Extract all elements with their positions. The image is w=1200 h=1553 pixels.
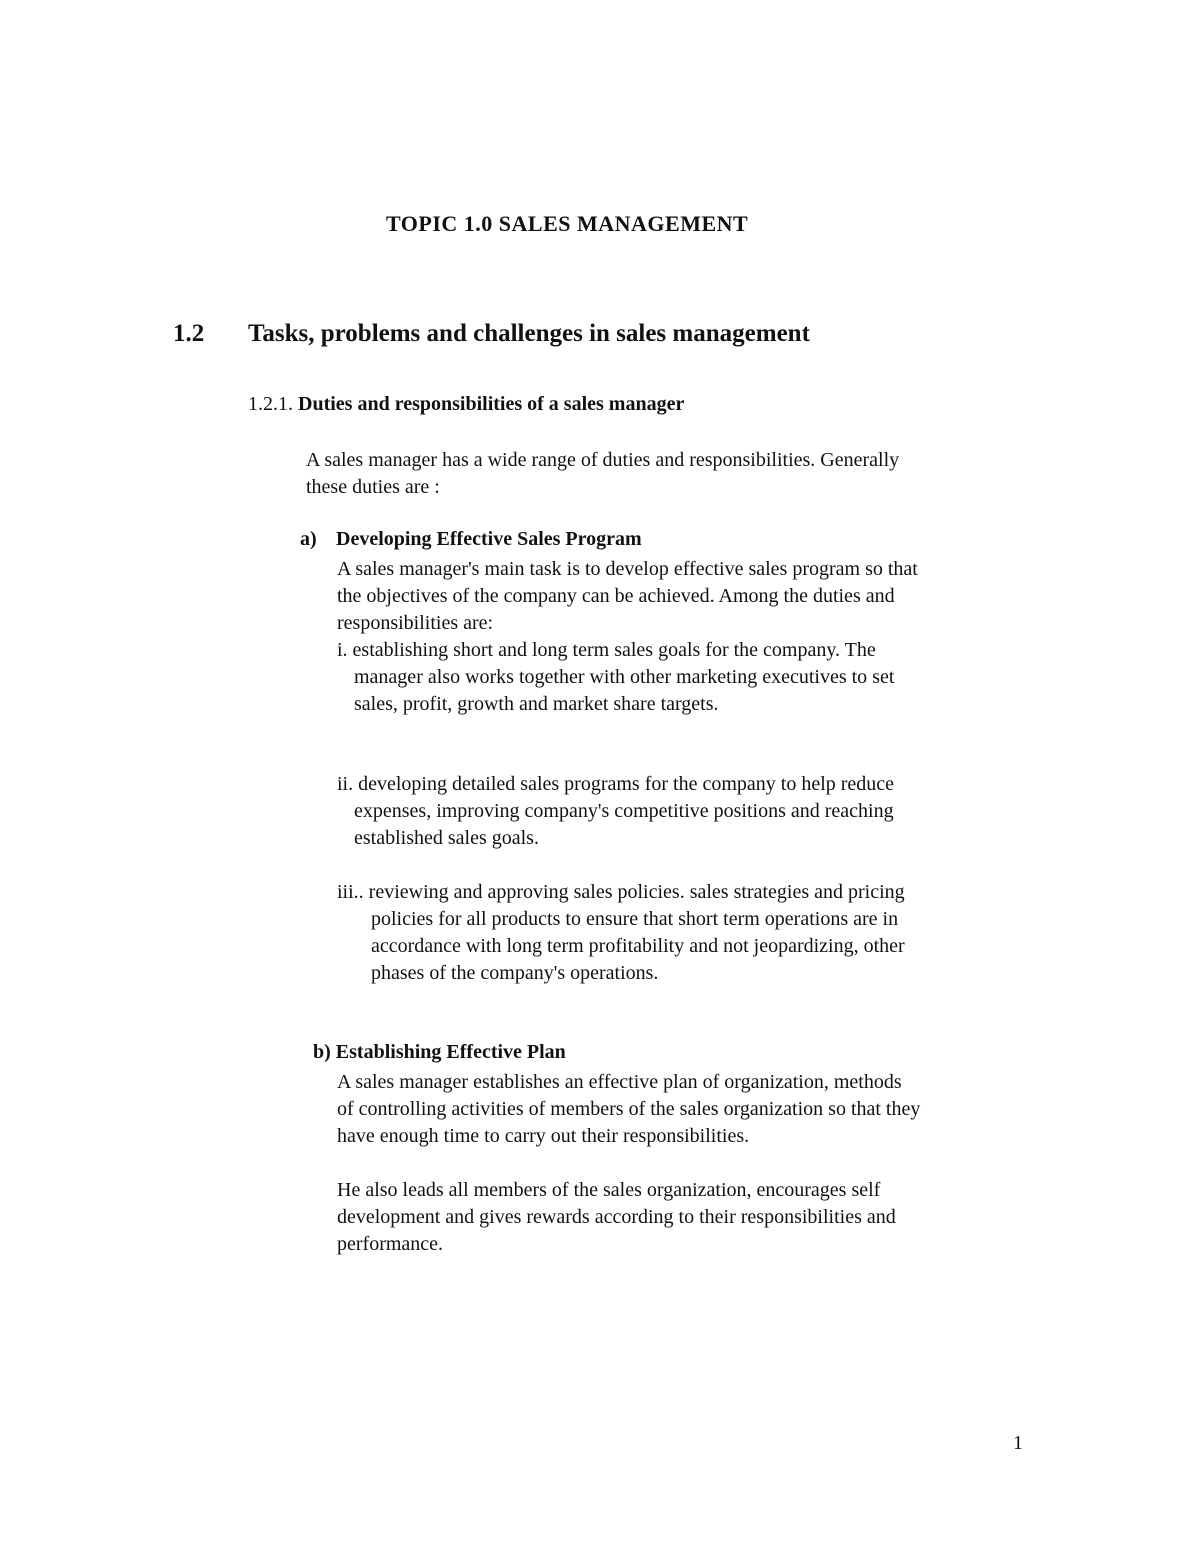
item-b-line: performance. bbox=[337, 1233, 444, 1255]
point-i-first-line: i. establishing short and long term sales goals for the company. The bbox=[337, 639, 876, 661]
page-number: 1 bbox=[1013, 1432, 1023, 1454]
item-a-line: the objectives of the company can be achieved. Among the duties and bbox=[337, 585, 895, 607]
item-a-line: A sales manager's main task is to develop effective sales program so that bbox=[337, 558, 918, 580]
item-a-body bbox=[337, 556, 1037, 637]
item-a-line: responsibilities are: bbox=[337, 612, 494, 634]
item-b-label: b) bbox=[313, 1041, 331, 1063]
point-i-line: sales, profit, growth and market share targets. bbox=[354, 693, 719, 715]
topic-title: TOPIC 1.0 SALES MANAGEMENT bbox=[386, 211, 749, 236]
point-iii-line: phases of the company's operations. bbox=[371, 962, 659, 984]
point-i-line: manager also works together with other marketing executives to set bbox=[354, 666, 895, 688]
point-iii-line: policies for all products to ensure that short term operations are in bbox=[371, 908, 899, 930]
item-b-paragraph-1 bbox=[337, 1069, 1037, 1150]
item-b-heading bbox=[313, 1041, 566, 1064]
point-iii-continuation bbox=[371, 906, 905, 987]
intro-paragraph bbox=[306, 447, 1026, 501]
section-number: 1.2 bbox=[173, 320, 205, 347]
point-iii-line: accordance with long term profitability and not jeopardizing, other bbox=[371, 935, 905, 957]
point-iii-first-line: iii.. reviewing and approving sales policies. sales strategies and pricing bbox=[337, 881, 905, 903]
section-title: Tasks, problems and challenges in sales management bbox=[248, 320, 810, 347]
intro-line: these duties are : bbox=[306, 476, 440, 498]
intro-line: A sales manager has a wide range of duties and responsibilities. Generally bbox=[306, 449, 900, 471]
item-a-heading bbox=[300, 528, 642, 551]
item-b-paragraph-2 bbox=[337, 1177, 1037, 1258]
item-b-line: development and gives rewards according to their responsibilities and bbox=[337, 1206, 896, 1228]
subsection-number: 1.2.1. bbox=[248, 393, 293, 415]
point-i-continuation bbox=[354, 664, 894, 718]
item-b-line: have enough time to carry out their responsibilities. bbox=[337, 1125, 750, 1147]
item-b-title: Establishing Effective Plan bbox=[335, 1041, 566, 1063]
subsection-heading bbox=[248, 393, 684, 416]
item-a-title: Developing Effective Sales Program bbox=[336, 528, 642, 550]
point-ii-line: established sales goals. bbox=[354, 827, 539, 849]
item-a-label: a) bbox=[300, 528, 317, 550]
item-b-line: of controlling activities of members of the sales organization so that they bbox=[337, 1098, 921, 1120]
point-ii-first-line: ii. developing detailed sales programs for the company to help reduce bbox=[337, 773, 895, 795]
point-ii-continuation bbox=[354, 798, 894, 852]
item-b-line: He also leads all members of the sales organization, encourages self bbox=[337, 1179, 881, 1201]
point-ii-line: expenses, improving company's competitive positions and reaching bbox=[354, 800, 894, 822]
subsection-title: Duties and responsibilities of a sales manager bbox=[298, 393, 685, 415]
item-b-line: A sales manager establishes an effective plan of organization, methods bbox=[337, 1071, 902, 1093]
